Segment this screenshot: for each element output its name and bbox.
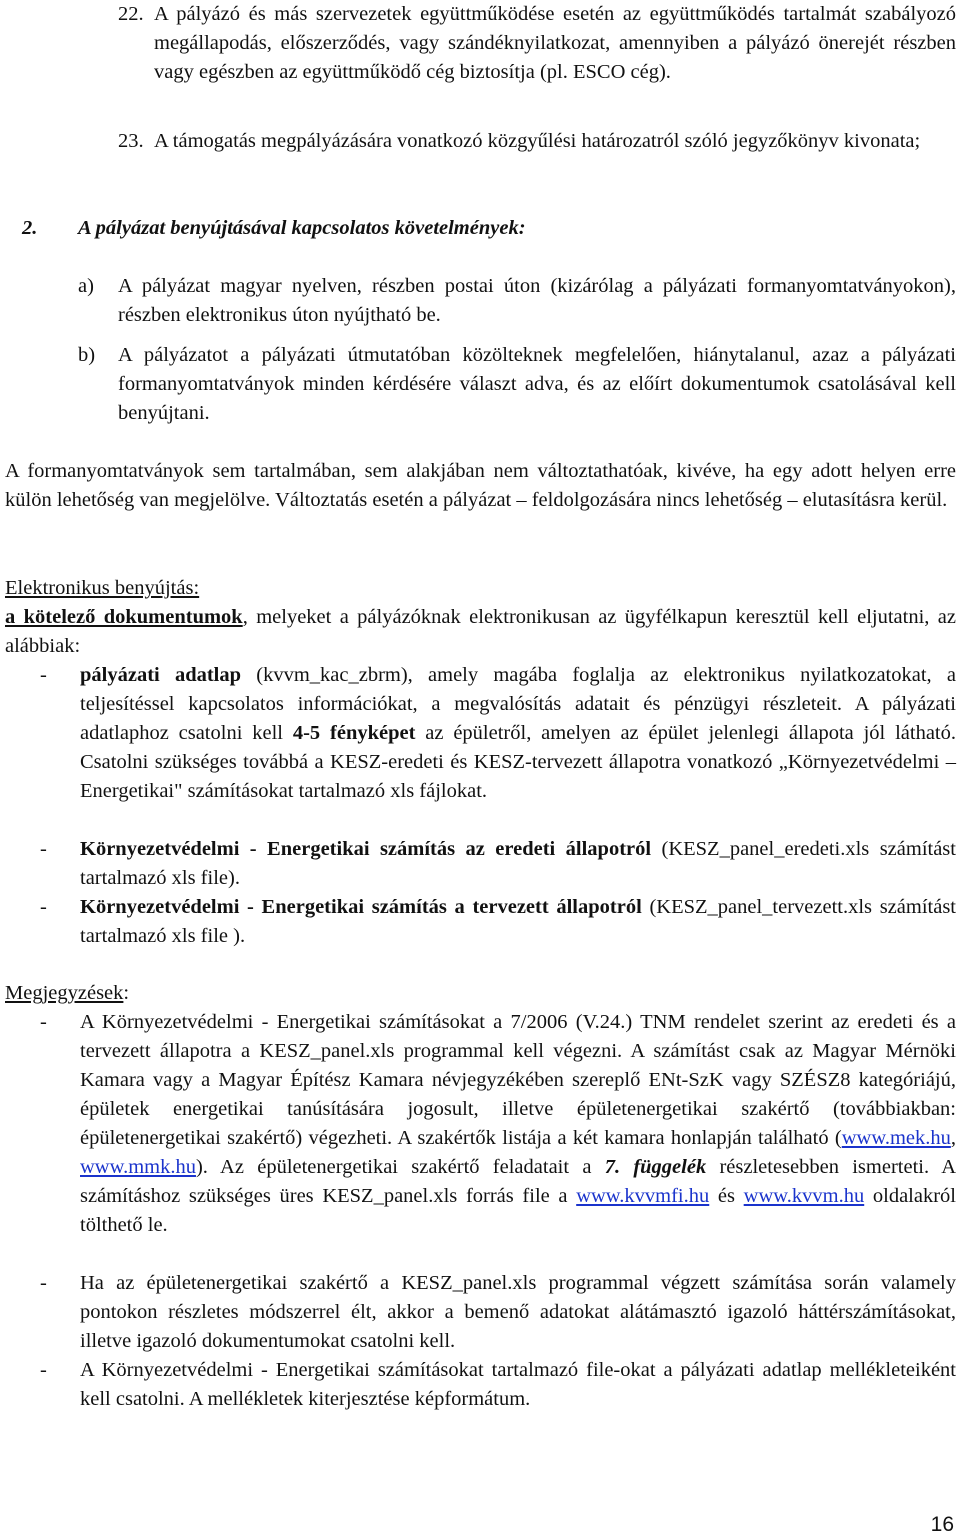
dash-bullet: - <box>40 1011 47 1033</box>
electronic-item-text <box>80 893 956 951</box>
electronic-heading <box>5 574 956 603</box>
photo-count: 4-5 fényképet <box>292 722 416 744</box>
section-title: A pályázat benyújtásával kapcsolatos követelmények: <box>78 217 526 239</box>
page-number: 16 <box>930 1513 954 1536</box>
dash-bullet: - <box>40 896 47 918</box>
sub-item-text: A pályázat magyar nyelven, részben postai úton (kizárólag a pályázati formanyomtatványokon), részben elektronikus úton nyújtható be. <box>118 275 956 326</box>
dash-bullet: - <box>40 1359 47 1381</box>
dash-bullet: - <box>40 1272 47 1294</box>
item-text: az épületről, amelyen az épület jelenlegi állapota jól látható. Csatolni szükséges továbbá a KESZ-eredeti és KESZ-tervezett állapotra vonatkozó „Környezetvédelmi – Energetikai" számításokat tartalmazó xls fájlokat. <box>80 722 957 802</box>
mmk-link[interactable]: www.mmk.hu <box>80 1156 196 1178</box>
note-item-3 <box>40 1356 956 1414</box>
electronic-item-tervezett <box>40 893 956 951</box>
note-text-part: A Környezetvédelmi - Energetikai számításokat a 7/2006 (V.24.) TNM rendelet szerint az eredeti és a tervezett állapotra a KESZ_panel.xls programmal kell végezni. A számítást csak az Magyar Mérnöki Kamara vagy a Magyar Építész Kamara névjegyzékében szereplő ENt-SzK vagy SZÉSZ8 kategóriájú, épületek energetikai tanúsítására jogosult, illetve épületenergetikai szakértő (továbbiakban: épületenergetikai szakértő) végezheti. A szakértők listája a két kamara honlapján található ( <box>80 1011 956 1149</box>
sub-item-a <box>78 272 956 330</box>
note-text-part: ). Az épületenergetikai szakértő feladatait a <box>195 1156 605 1178</box>
electronic-item-adatlap <box>40 661 956 806</box>
note-text-part: , <box>950 1127 956 1149</box>
note-text-part: és <box>709 1185 744 1207</box>
required-documents-label: a kötelező dokumentumok <box>5 606 243 628</box>
sub-item-label: a) <box>78 275 94 297</box>
electronic-heading-text: Elektronikus benyújtás: <box>5 577 200 599</box>
dash-bullet: - <box>40 664 47 686</box>
item-text: (KESZ_panel_tervezett.xls számítást tartalmazó xls file ). <box>80 896 956 947</box>
sub-item-b <box>78 341 956 428</box>
section-number: 2. <box>22 217 38 239</box>
appendix-reference: 7. függelék <box>604 1156 707 1178</box>
note-text <box>80 1008 956 1240</box>
list-item-22 <box>118 0 956 87</box>
electronic-intro <box>5 603 956 661</box>
electronic-item-eredeti <box>40 835 956 893</box>
item-bold-label: pályázati adatlap <box>80 664 242 686</box>
list-item-23 <box>118 127 956 156</box>
sub-item-label: b) <box>78 344 96 366</box>
list-item-text: A pályázó és más szervezetek együttműködése esetén az együttműködés tartalmát szabályozó megállapodás, előszerződés, vagy szándéknyilatkozat, amennyiben a pályázó önerejét részben vagy egészben az együttműködő cég biztosítja (pl. ESCO cég). <box>154 3 956 83</box>
notes-heading <box>5 979 956 1008</box>
note-item-1 <box>40 1008 956 1240</box>
item-text: (kvvm_kac_zbrm), amely magába foglalja az elektronikus nyilatkozatokat, a teljesítéssel kapcsolatos információkat, a megvalósítás adatait és pénzügyi részleteit. A pályázati adatlaphoz csatolni kell <box>80 664 956 744</box>
sub-item-text: A pályázatot a pályázati útmutatóban közölteknek megfelelően, hiánytalanul, azaz a pályázati formanyomtatványok minden kérdésére választ adva, és az előírt dokumentumok csatolásával kell benyújtani. <box>118 344 956 424</box>
item-text: (KESZ_panel_eredeti.xls számítást tartalmazó xls file). <box>80 838 956 889</box>
electronic-item-text <box>80 661 956 806</box>
dash-bullet: - <box>40 838 47 860</box>
list-item-number: 22. <box>118 3 144 25</box>
mek-link[interactable]: www.mek.hu <box>841 1127 951 1149</box>
notes-heading-colon: : <box>123 982 130 1004</box>
notes-heading-text: Megjegyzések <box>5 982 124 1004</box>
note-text: A Környezetvédelmi - Energetikai számításokat tartalmazó file-okat a pályázati adatlap mellékleteiként kell csatolni. A mellékletek kiterjesztése képformátum. <box>80 1359 956 1410</box>
kvvm-link[interactable]: www.kvvm.hu <box>743 1185 865 1207</box>
electronic-item-text <box>80 835 956 893</box>
forms-paragraph: A formanyomtatványok sem tartalmában, sem alakjában nem változtathatóak, kivéve, ha egy adott helyen erre külön lehetőség van megjelölve. Változtatás esetén a pályázat – feldolgozására nincs lehetőség – elutasításra kerül. <box>5 460 956 511</box>
section-heading <box>22 214 526 243</box>
list-item-text: A támogatás megpályázására vonatkozó közgyűlési határozatról szóló jegyzőkönyv kivonata; <box>154 130 921 152</box>
note-text: Ha az épületenergetikai szakértő a KESZ_panel.xls programmal végzett számítása során valamely pontokon részletes módszerrel élt, akkor a bemenő adatokat alátámasztó igazoló háttérszámításokat, illetve igazoló dokumentumokat csatolni kell. <box>80 1272 956 1352</box>
note-text-part: részletesebben ismerteti. A számításhoz szükséges üres KESZ_panel.xls forrás file a <box>80 1156 957 1207</box>
kvvmfi-link[interactable]: www.kvvmfi.hu <box>576 1185 710 1207</box>
note-text-part: oldalakról tölthető le. <box>80 1185 956 1236</box>
item-bold-label: Környezetvédelmi - Energetikai számítás a tervezett állapotról <box>80 896 642 918</box>
item-bold-label: Környezetvédelmi - Energetikai számítás az eredeti állapotról <box>80 838 652 860</box>
list-item-number: 23. <box>118 130 144 152</box>
note-item-2 <box>40 1269 956 1356</box>
electronic-intro-text: , melyeket a pályázóknak elektronikusan az ügyfélkapun keresztül kell eljutatni, az alábbiak: <box>5 606 956 657</box>
